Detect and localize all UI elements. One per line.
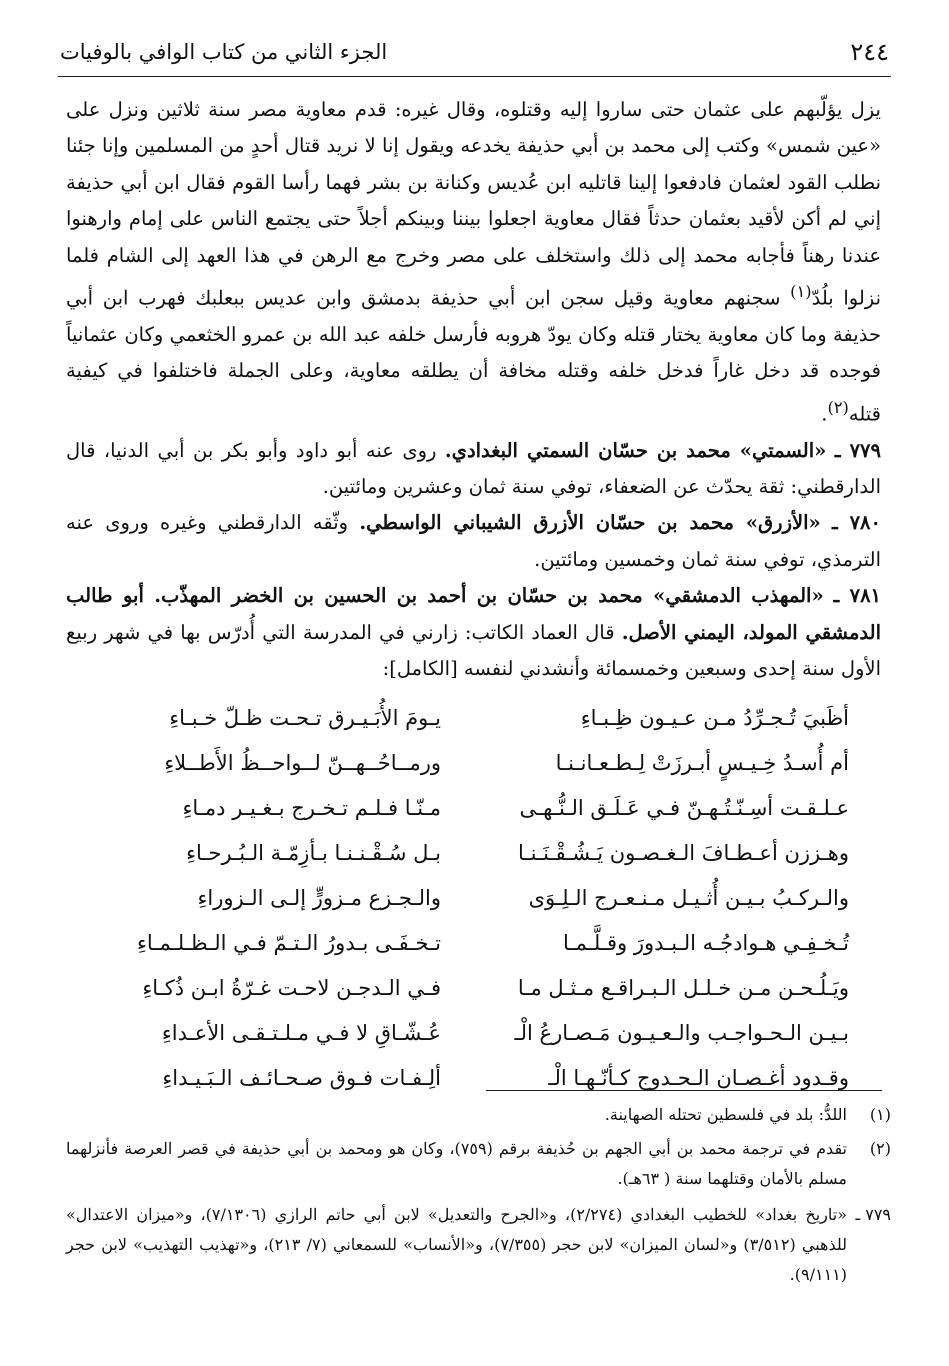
poem-second-hemistich: بـل سُـقْـنـنـا بـأزِمّـة الـبُـرحـاءِ (186, 840, 441, 865)
footnote-mark: (١) (869, 1105, 891, 1124)
page-header (58, 36, 891, 77)
running-title: الجزء الثاني من كتاب الوافي بالوفيات (60, 40, 388, 64)
entry-heading: «الأزرق» محمد بن حسّان الأزرق الشيباني الواسطي. (359, 511, 821, 535)
entry-number: ٧٨١ ـ (833, 584, 882, 608)
sources-text: «تاريخ بغداد» للخطيب البغدادي (٢/٢٧٤)، و«الجرح والتعديل» لابن أبي حاتم الرازي (٧/١٣٠٦)، و«ميزان الاعتدال» للذهبي (٣/٥١٢) و«لسان الميزان» لابن حجر (٧/٣٥٥)، و«الأنساب» للسمعاني (٧/ ٢١٣)، و«تهذيب التهذيب» لابن حجر (٩/١١١). (66, 1205, 848, 1284)
entry-780 (66, 505, 881, 578)
poem-second-hemistich: ورمــاحُــهــنّ لــواحــظُ الأَطــلاءِ (164, 750, 441, 775)
sources-mark: ٧٧٩ ـ (855, 1205, 891, 1224)
footnote-separator (486, 1090, 882, 1091)
paragraph-end: . (821, 402, 828, 426)
poem-second-hemistich: عُـشّـاقِ لا فـي مـلـتـقـى الأعـداءِ (161, 1020, 441, 1045)
entry-text: روى عنه أبو داود وأبو بكر بن أبي الدنيا، قال الدارقطني: ثقة يحدّث عن الضعفاء، توفي سنة ثمان وعشرين ومائتين. (66, 438, 881, 499)
sources-note (66, 1200, 891, 1290)
paragraph-text: يزل يؤلّبهم على عثمان حتى ساروا إليه وقتلوه، وقال غيره: قدم معاوية مصر سنة ثلاثين ونزل على «عين شمس» وكتب إلى محمد بن أبي حذيفة يخدعه ويقول إنا لا نريد قتال أحدٍ من المسلمين وإنا جئنا نطلب القود لعثمان فادفعوا إلينا قاتليه ابن عُديس وكنانة بن بشر فهما رأسا القوم فقال ابن أبي حذيفة إني لم أكن لأقيد بعثمان حدثاً فقال معاوية اجعلوا بيننا وبينكم أجلاً حتى يجتمع الناس على إمام وارهنوا عندنا رهناً فأجابه محمد إلى ذلك واستخلف على مصر وخرج مع الرهن في هذا العهد إلى الشام فلما نزلوا بلُدّ (66, 98, 881, 310)
poem-first-hemistich: أظَبيَ تُـجـرِّدُ مـن عـيـون ظِـبـاءِ (580, 705, 849, 730)
poem-couplet (96, 1055, 849, 1100)
poem-couplet (96, 965, 849, 1010)
poem-couplet (96, 1010, 849, 1055)
poem-first-hemistich: بـيـن الـحـواجـب والـعـيـون مَـصـارعُ الْـ (514, 1020, 849, 1045)
footnotes (66, 1100, 891, 1290)
entry-text: قال العماد الكاتب: زارني في المدرسة التي أُدرّس بها في شهر ربيع الأول سنة إحدى وسبعين وخمسمائة وأنشدني لنفسه [الكامل]: (66, 620, 881, 681)
entry-heading: «السمتي» محمد بن حسّان السمتي البغدادي. (444, 438, 827, 462)
main-text (66, 92, 881, 688)
poem-first-hemistich: وهـززن أعـطـافَ الـغـصـون يَـشُـقْـنَـنـا (518, 840, 849, 865)
paragraph-text: سجنهم معاوية وقيل سجن ابن أبي حذيفة بدمشق وابن عديس ببعلبك فهرب ابن أبي حذيفة وما كان معاوية يختار قتله وكان يودّ هروبه فأرسل خلفه عبد الله بن عمرو الخثعمي وكان عثمانياً فوجده قد دخل غاراً فدخل خلفه وقتله مخافة أن يطلقه معاوية، وعلى الجملة فاختلفوا في كيفية قتله (66, 286, 881, 426)
poem-second-hemistich: والـجـزع مـزورٍّ إلـى الـزوراءِ (197, 885, 441, 910)
paragraph (66, 92, 881, 433)
footnote-text: اللدُّ: بلد في فلسطين تحتله الصهاينة. (604, 1105, 847, 1124)
poem-couplet (96, 830, 849, 875)
page-number: ٢٤٤ (850, 38, 889, 66)
poem-couplet (96, 785, 849, 830)
poem-second-hemistich: يـومَ الأُبَـيـرق تـحـت ظـلّ خـبـاءِ (169, 705, 441, 730)
poem-first-hemistich: والـركـبُ بـيـن أُثـيـل مـنـعـرج الـلِـوَى (528, 885, 849, 910)
entry-number: ٧٨٠ ـ (832, 511, 881, 535)
poem-couplet (96, 920, 849, 965)
poem-first-hemistich: عـلـقـت أسِـنّـتُـهـنّ فـي عَـلَـق الـنُّـهـى (519, 795, 849, 820)
footnote-ref-1: (١) (790, 282, 812, 302)
entry-781 (66, 578, 881, 687)
footnote-mark: (٢) (869, 1139, 891, 1158)
footnote (66, 1100, 891, 1130)
poem-first-hemistich: وقـدود أغـصـان الـحـدوج كـأنّـهـا الْـ (548, 1065, 849, 1090)
entry-number: ٧٧٩ ـ (834, 438, 881, 462)
poem-first-hemistich: أم أُسـدُ خِـيـسٍ أبـرزَتْ لِـطـعـانـنـا (555, 750, 849, 775)
poem-first-hemistich: تُـخـفِـي هـوادجُـه الـبـدورَ وقـلَّـمـا (563, 930, 849, 955)
footnote (66, 1134, 891, 1194)
poem-couplet (96, 695, 849, 740)
footnote-text: تقدم في ترجمة محمد بن أبي الجهم بن حُذيفة برقم (٧٥٩)، وكان هو ومحمد بن أبي حذيفة في قصر العرصة فأنزلهما مسلم بالأمان وقتلهما سنة ( ٦٣هـ). (66, 1139, 847, 1188)
entry-text: وثّقه الدارقطني وغيره وروى عنه الترمذي، توفي سنة ثمان وخمسين ومائتين. (66, 511, 881, 571)
poem-couplet (96, 740, 849, 785)
poem-first-hemistich: ويَـلُـحـن مـن خـلـل الـبـراقـع مـثـل مـا (517, 975, 849, 1000)
poem (96, 695, 849, 1100)
poem-second-hemistich: ألِـفـات فـوق صـحـائـف الـبَـيـداءِ (162, 1065, 441, 1090)
footnote-ref-2: (٢) (827, 397, 849, 417)
poem-second-hemistich: تـخـفَـى بـدورُ الـتـمّ فـي الـظـلـمـاءِ (137, 930, 441, 955)
entry-heading: «المهذب الدمشقي» محمد بن حسّان بن أحمد بن الحسين بن الخضر المهذّب. أبو طالب الدمشقي المولد، اليمني الأصل. (66, 584, 881, 644)
poem-second-hemistich: مـنّـا فـلـم تـخـرج بـغـيـر دمـاءِ (182, 795, 441, 820)
poem-couplet (96, 875, 849, 920)
entry-779 (66, 433, 881, 506)
poem-second-hemistich: فـي الـدجـن لاحـت غـرّةُ ابـن ذُكـاءِ (142, 975, 441, 1000)
